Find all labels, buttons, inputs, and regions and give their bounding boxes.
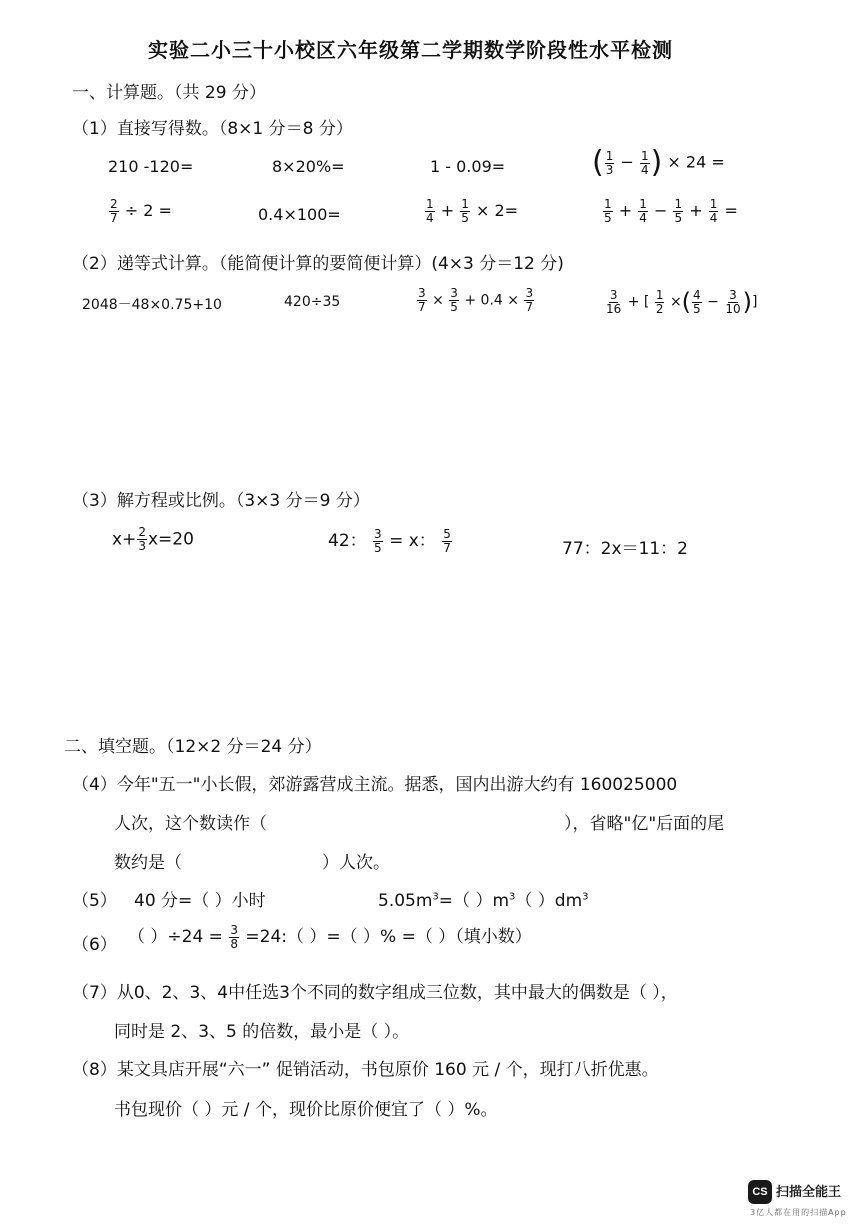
q4-line2a: 人次，这个数读作（ xyxy=(114,814,267,834)
calc-2a: $\frac{2}{7}$ ÷ 2 = xyxy=(110,197,172,225)
calc-1c: 1 - 0.09= xyxy=(430,157,506,176)
watermark-subtitle: 3亿人都在用的扫描App xyxy=(750,1208,847,1217)
q5-label: （5） xyxy=(72,891,117,911)
q7-line2: 同时是 2、3、5 的倍数，最小是（ ）。 xyxy=(114,1022,410,1042)
calc-1d: ( $\frac{1}{3}$ − $\frac{1}{4}$ ) × 24 = xyxy=(592,145,725,180)
watermark-name: 扫描全能王 xyxy=(776,1185,842,1200)
page-title: 实验二小三十小校区六年级第二学期数学阶段性水平检测 xyxy=(148,38,673,62)
equation-2: 42： $\frac{3}{5}$ = x： $\frac{5}{7}$ xyxy=(328,526,451,555)
q8-line2: 书包现价（ ）元 / 个，现价比原价便宜了（ ）%。 xyxy=(114,1100,498,1120)
part3-heading: （3）解方程或比例。（3×3 分＝9 分） xyxy=(72,491,370,511)
scanner-logo-icon: CS xyxy=(748,1180,772,1204)
equation-1: x+ $\frac{2}{3}$ x=20 xyxy=(112,525,194,553)
q4-line2b: ），省略"亿"后面的尾 xyxy=(564,814,725,834)
q6-label: （6） xyxy=(72,935,117,955)
calc-1b: 8×20%= xyxy=(272,157,345,176)
part2-heading: （2）递等式计算。（能简便计算的要简便计算）(4×3 分＝12 分) xyxy=(72,254,564,274)
part1-heading: （1）直接写得数。（8×1 分＝8 分） xyxy=(72,119,353,139)
q4-line3b: ）人次。 xyxy=(322,853,390,873)
calc-1a: 210 -120= xyxy=(108,157,194,176)
q7-line1: （7）从0、2、3、4中任选3个不同的数字组成三位数，其中最大的偶数是（ ）， xyxy=(72,983,678,1003)
q8-line1: （8）某文具店开展“六一” 促销活动，书包原价 160 元 / 个，现打八折优惠。 xyxy=(72,1060,659,1080)
q5-b: $5.05m^3=$（ ）$m^3$（ ）$dm^3$ xyxy=(378,891,589,911)
step-calc-1: 2048－48×0.75+10 xyxy=(82,297,222,313)
section2-heading: 二、填空题。（12×2 分＝24 分） xyxy=(64,737,322,757)
q5-a: 40 分=（ ）小时 xyxy=(134,891,266,911)
section1-heading: 一、计算题。（共 29 分） xyxy=(72,83,266,103)
calc-2d: $\frac{1}{5}$ + $\frac{1}{4}$ − $\frac{1}{5}$ + $\frac{1}{4}$ = xyxy=(604,197,738,225)
calc-2c: $\frac{1}{4}$ + $\frac{1}{5}$ × 2= xyxy=(426,197,519,225)
calc-2b: 0.4×100= xyxy=(258,205,341,224)
step-calc-2: 420÷35 xyxy=(284,294,341,310)
step-calc-4: $\frac{3}{16}$ + [ $\frac{1}{2}$ ×( $\frac{4}{5}$ − $\frac{3}{10}$ )] xyxy=(606,287,758,316)
step-calc-3: $\frac{3}{7}$ × $\frac{3}{5}$ + 0.4 × $\frac{3}{7}$ xyxy=(418,286,534,314)
q6-body: （ ）÷24 = $\frac{3}{8}$ =24:（ ）=（ ）% =（ ）（填小数） xyxy=(128,922,532,951)
equation-3: 77：2x＝11：2 xyxy=(562,539,688,559)
q4-line1: （4）今年"五一"小长假，郊游露营成主流。据悉，国内出游大约有 160025000 xyxy=(72,775,678,795)
q4-line3a: 数约是（ xyxy=(114,853,182,873)
